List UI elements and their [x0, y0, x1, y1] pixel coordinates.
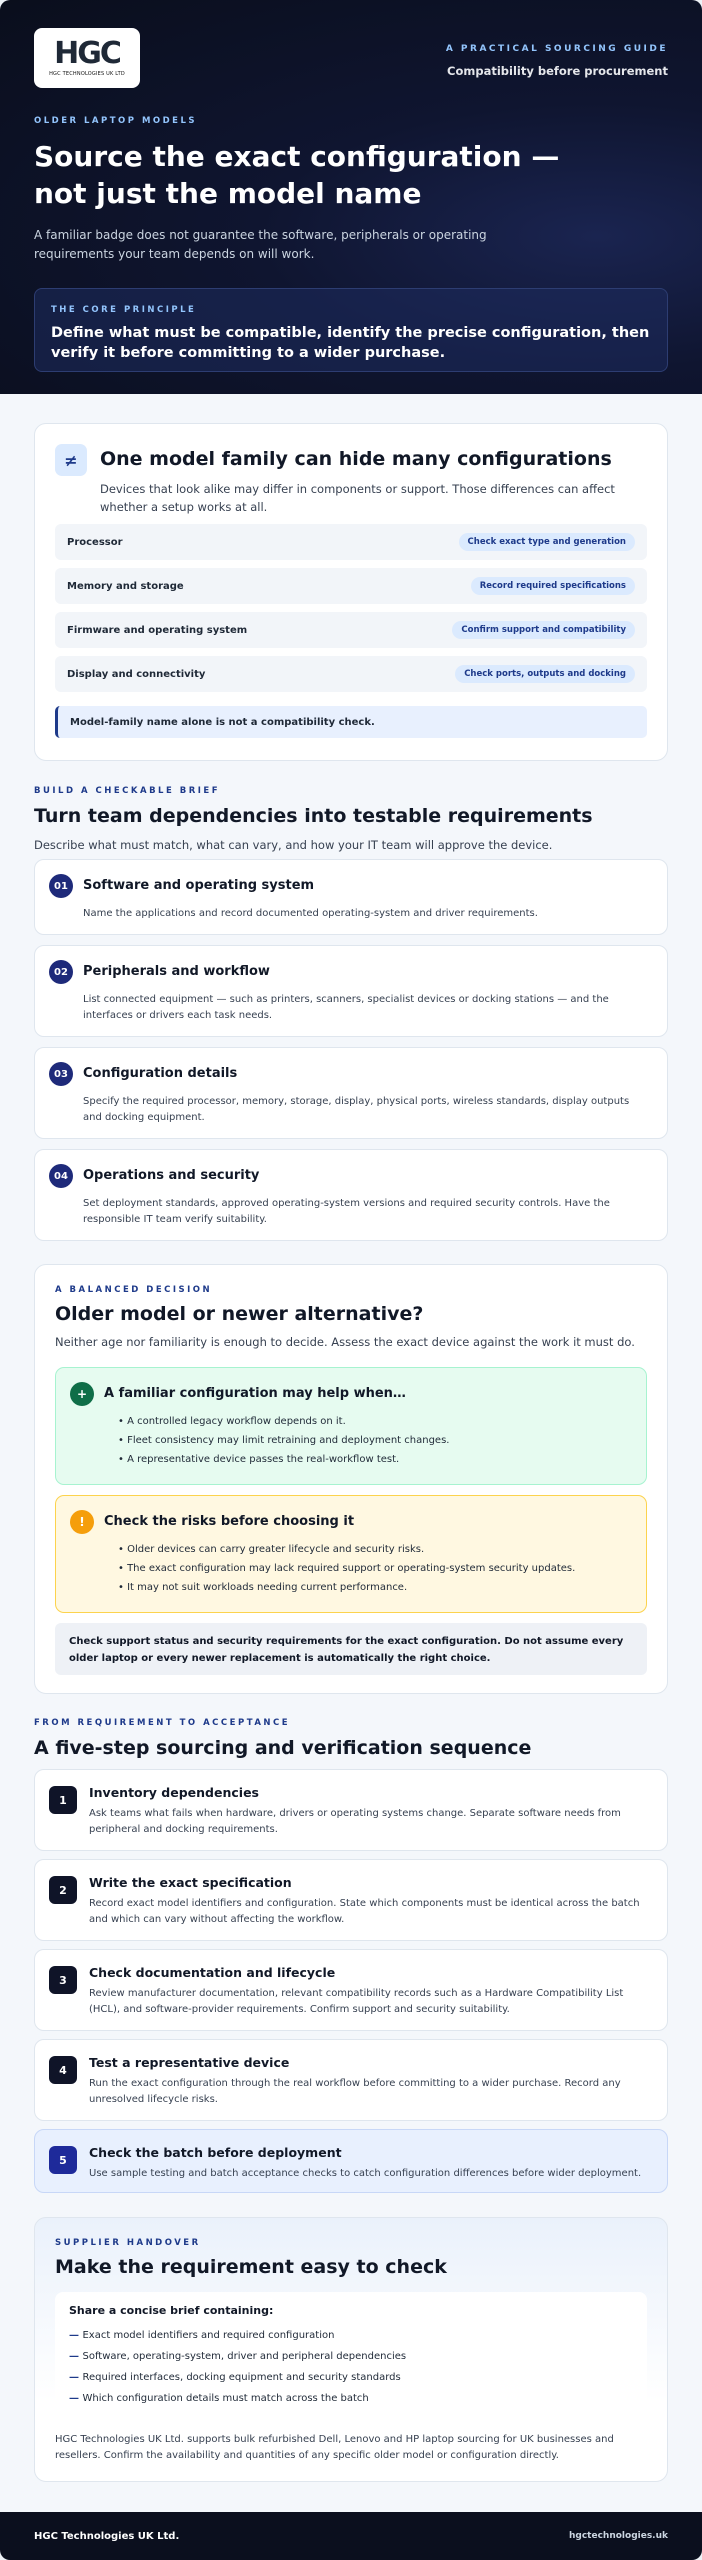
- supplier-handover-card: [34, 2217, 668, 2482]
- company-logo[interactable]: [34, 28, 140, 88]
- spec-row-firmware: [55, 612, 647, 648]
- benefits-box: [55, 1367, 647, 1485]
- spec-label: Firmware and operating system: [67, 624, 248, 636]
- step-card: [34, 1949, 668, 2031]
- spec-pill: Check exact type and generation: [459, 533, 635, 551]
- brief-desc: Describe what must match, what can vary, and how your IT team will approve the device.: [34, 838, 553, 852]
- configurations-title: One model family can hide many configurations: [100, 448, 612, 470]
- spec-row-processor: [55, 524, 647, 560]
- spec-pill: Record required specifications: [471, 577, 635, 595]
- steps-title: A five-step sourcing and verification sequence: [34, 1737, 532, 1759]
- list-item: — Required interfaces, docking equipment and security standards: [69, 2367, 633, 2388]
- core-principle-box: [34, 288, 668, 372]
- footer-company: HGC Technologies UK Ltd.: [34, 2530, 180, 2542]
- list-item: • Older devices can carry greater lifecycle and security risks.: [118, 1540, 632, 1559]
- brief-title: Turn team dependencies into testable requirements: [34, 805, 593, 827]
- supplier-eyebrow: SUPPLIER HANDOVER: [55, 2238, 201, 2248]
- guide-eyebrow: A PRACTICAL SOURCING GUIDE: [445, 44, 668, 54]
- requirement-number: 01: [49, 874, 73, 898]
- step-title: Check the batch before deployment: [89, 2145, 342, 2160]
- step-title: Check documentation and lifecycle: [89, 1965, 336, 1980]
- benefits-title: A familiar configuration may help when…: [104, 1386, 406, 1401]
- spec-label: Memory and storage: [67, 580, 184, 592]
- step-text: Use sample testing and batch acceptance checks to catch configuration differences before wider deployment.: [89, 2168, 642, 2179]
- risks-list: [118, 1540, 632, 1597]
- requirement-number: 03: [49, 1062, 73, 1086]
- requirement-text: Set deployment standards, approved operating-system versions and required security controls. Have the responsible IT team verify suitability.: [83, 1198, 610, 1225]
- step-card: [34, 2039, 668, 2121]
- list-item: — Exact model identifiers and required configuration: [69, 2325, 633, 2346]
- steps-eyebrow: FROM REQUIREMENT TO ACCEPTANCE: [34, 1718, 291, 1728]
- requirement-title: Software and operating system: [83, 878, 315, 893]
- requirement-card: [34, 945, 668, 1037]
- spec-row-memory: [55, 568, 647, 604]
- page-title: Source the exact configuration — not just the model name: [34, 140, 560, 210]
- configurations-desc: Devices that look alike may differ in components or support. Those differences can affect whether a setup works at all.: [100, 482, 615, 514]
- risks-title: Check the risks before choosing it: [104, 1514, 355, 1529]
- requirement-text: List connected equipment — such as printers, scanners, specialist devices or docking stations — and the interfaces or drivers each task needs.: [83, 994, 609, 1021]
- hero: [0, 0, 702, 394]
- guide-subtitle: Compatibility before procurement: [447, 64, 668, 78]
- step-number: 3: [49, 1966, 77, 1994]
- warning-icon: !: [70, 1510, 94, 1534]
- spec-label: Display and connectivity: [67, 668, 206, 680]
- steps-section-header: [34, 1718, 668, 1760]
- list-item: — Software, operating-system, driver and peripheral dependencies: [69, 2346, 633, 2367]
- requirement-card: [34, 1149, 668, 1241]
- benefits-list: [118, 1412, 632, 1469]
- step-number: 5: [49, 2146, 77, 2174]
- plus-icon: +: [70, 1382, 94, 1406]
- list-item: • A representative device passes the real-workflow test.: [118, 1450, 632, 1469]
- step-card: [34, 1859, 668, 1941]
- requirement-number: 02: [49, 960, 73, 984]
- balanced-title: Older model or newer alternative?: [55, 1303, 424, 1325]
- step-title: Write the exact specification: [89, 1875, 292, 1890]
- spec-label: Processor: [67, 536, 123, 548]
- guide-label: [446, 44, 668, 78]
- requirement-number: 04: [49, 1164, 73, 1188]
- step-text: Run the exact configuration through the real workflow before committing to a wider purchase. Record any unresolved lifecycle risks.: [89, 2078, 621, 2105]
- requirement-title: Operations and security: [83, 1168, 260, 1183]
- step-number: 2: [49, 1876, 77, 1904]
- step-text: Ask teams what fails when hardware, drivers or operating systems change. Separate software needs from peripheral and docking requirements.: [89, 1808, 621, 1835]
- brief-box: [55, 2292, 647, 2420]
- logo-tagline: HGC TECHNOLOGIES UK LTD: [49, 71, 125, 77]
- balanced-eyebrow: A BALANCED DECISION: [55, 1285, 213, 1295]
- requirement-title: Peripherals and workflow: [83, 964, 270, 979]
- spec-pill: Check ports, outputs and docking: [455, 665, 635, 683]
- not-equal-icon: ≠: [55, 444, 87, 476]
- balanced-decision-card: [34, 1264, 668, 1694]
- step-card-highlighted: [34, 2129, 668, 2193]
- footer: [0, 2512, 702, 2560]
- list-item: — Which configuration details must match across the batch: [69, 2388, 633, 2409]
- brief-section-header: [34, 786, 668, 852]
- step-title: Test a representative device: [89, 2055, 290, 2070]
- principle-text: Define what must be compatible, identify the precise configuration, then verify it before committing to a wider purchase.: [51, 325, 650, 361]
- supplier-footnote: HGC Technologies UK Ltd. supports bulk refurbished Dell, Lenovo and HP laptop sourcing for UK businesses and resellers. Confirm the availability and quantities of any specific older model or configuration directly.: [55, 2434, 614, 2461]
- requirement-card: [34, 859, 668, 935]
- step-text: Review manufacturer documentation, relevant compatibility records such as a Hardware Compatibility List (HCL), and software-provider requirements. Confirm support and security suitability.: [89, 1988, 624, 2015]
- footer-website-link[interactable]: hgctechnologies.uk: [569, 2531, 668, 2541]
- brief-eyebrow: BUILD A CHECKABLE BRIEF: [34, 786, 221, 796]
- hero-lead: A familiar badge does not guarantee the software, peripherals or operating requirements your team depends on will work.: [34, 228, 487, 261]
- logo-mark: HGC: [54, 36, 120, 71]
- supplier-title: Make the requirement easy to check: [55, 2256, 447, 2278]
- list-item: • A controlled legacy workflow depends on it.: [118, 1412, 632, 1431]
- list-item: • The exact configuration may lack required support or operating-system security updates.: [118, 1559, 632, 1578]
- list-item: • Fleet consistency may limit retraining and deployment changes.: [118, 1431, 632, 1450]
- spec-pill: Confirm support and compatibility: [452, 621, 635, 639]
- requirement-text: Specify the required processor, memory, storage, display, physical ports, wireless standards, display outputs and docking equipment.: [83, 1096, 630, 1123]
- hero-eyebrow: OLDER LAPTOP MODELS: [34, 116, 198, 126]
- step-number: 4: [49, 2056, 77, 2084]
- requirement-card: [34, 1047, 668, 1139]
- requirement-title: Configuration details: [83, 1066, 238, 1081]
- brief-box-title: Share a concise brief containing:: [69, 2304, 274, 2317]
- step-number: 1: [49, 1786, 77, 1814]
- brief-list: [69, 2325, 633, 2409]
- balanced-desc: Neither age nor familiarity is enough to decide. Assess the exact device against the work it must do.: [55, 1335, 635, 1349]
- support-status-note: Check support status and security requirements for the exact configuration. Do not assume every older laptop or every newer replacement is automatically the right choice.: [55, 1623, 647, 1675]
- step-title: Inventory dependencies: [89, 1785, 259, 1800]
- list-item: • It may not suit workloads needing current performance.: [118, 1578, 632, 1597]
- requirement-text: Name the applications and record documented operating-system and driver requirements.: [83, 908, 538, 919]
- step-card: [34, 1769, 668, 1851]
- spec-row-display: [55, 656, 647, 692]
- configurations-card: [34, 423, 668, 761]
- model-family-note: Model-family name alone is not a compatibility check.: [55, 706, 647, 738]
- step-text: Record exact model identifiers and configuration. State which components must be identical across the batch and which can vary without affecting the workflow.: [89, 1898, 640, 1925]
- principle-eyebrow: THE CORE PRINCIPLE: [51, 305, 197, 315]
- risks-box: [55, 1495, 647, 1613]
